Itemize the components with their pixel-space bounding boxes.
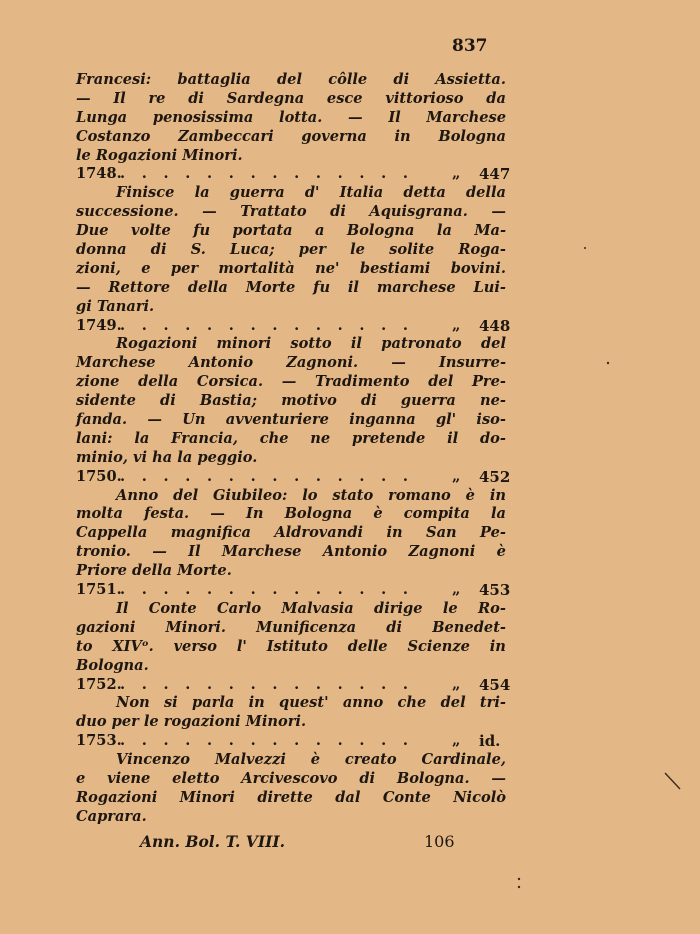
text-line: successione. — Trattato di Aquisgrana. — — [76, 203, 506, 221]
year-label: 1752. — [76, 675, 122, 693]
margin-stroke-mark — [662, 770, 684, 792]
text-line: duo per le rogazioni Minori. — [76, 713, 307, 731]
margin-speck-mark — [582, 245, 588, 251]
year-label: 1750. — [76, 467, 122, 485]
text-line: Rogazioni Minori dirette dal Conte Nicolò — [76, 788, 506, 806]
sheet-number: 106 — [424, 832, 455, 851]
text-line: — Rettore della Morte fu il marchese Lui- — [76, 278, 506, 296]
text-body — [76, 71, 511, 827]
text-line: Due volte fu portata a Bologna la Ma- — [76, 222, 506, 240]
text-line: Bologna. — [76, 656, 149, 674]
text-line: — Il re di Sardegna esce vittorioso da — [76, 89, 506, 107]
ditto-mark: „ — [452, 675, 461, 693]
year-entry — [76, 732, 501, 751]
dot-leader: . . . . . . . . . . . . . . — [120, 732, 414, 750]
text-line: Francesi: battaglia del côlle di Assietta. — [76, 71, 506, 88]
text-line: to XIVᵒ. verso l' Istituto delle Scienze in — [76, 637, 506, 655]
margin-speck-mark — [605, 360, 611, 366]
page-number: 837 — [452, 36, 488, 56]
text-line: fanda. — Un avventuriere inganna gl' iso- — [76, 411, 506, 429]
year-label: 1751. — [76, 581, 122, 599]
margin-speck-mark — [516, 876, 522, 890]
text-line: Rogazioni minori sotto il patronato del — [116, 335, 506, 353]
year-entry — [76, 316, 511, 336]
text-line: donna di S. Luca; per le solite Roga- — [76, 241, 506, 259]
text-line: minio, vi ha la peggio. — [76, 448, 258, 466]
text-line: lani: la Francia, che ne pretende il do- — [76, 429, 506, 447]
text-line: zioni, e per mortalità ne' bestiami bovini. — [76, 259, 506, 277]
text-line: Lunga penosissima lotta. — Il Marchese — [76, 108, 506, 126]
page-footer — [140, 832, 460, 852]
year-label: 1753. — [76, 732, 122, 750]
year-entry — [76, 165, 511, 184]
year-label: 1749. — [76, 316, 122, 334]
text-line: Cappella magnifica Aldrovandi in San Pe- — [76, 524, 506, 542]
ditto-mark: „ — [452, 467, 461, 485]
dot-leader: . . . . . . . . . . . . . . — [120, 675, 414, 693]
ditto-mark: „ — [452, 581, 461, 599]
dot-leader: . . . . . . . . . . . . . . — [120, 467, 414, 485]
year-entry — [76, 467, 511, 487]
dot-leader: . . . . . . . . . . . . . . — [120, 316, 414, 334]
text-line: tronio. — Il Marchese Antonio Zagnoni è — [76, 543, 506, 561]
page-reference: 447 — [479, 165, 511, 184]
ditto-mark: „ — [452, 316, 461, 334]
text-line: Anno del Giubileo: lo stato romano è in — [116, 486, 506, 504]
text-line: Non si parla in quest' anno che del tri- — [116, 694, 506, 712]
text-line: Finisce la guerra d' Italia detta della — [116, 184, 506, 202]
text-line: Priore della Morte. — [76, 562, 232, 580]
text-line: Il Conte Carlo Malvasia dirige le Ro- — [116, 599, 506, 617]
text-line: Caprara. — [76, 807, 147, 825]
text-line: gazioni Minori. Munificenza di Benedet- — [76, 618, 506, 636]
dot-leader: . . . . . . . . . . . . . . — [120, 165, 414, 183]
text-line: Marchese Antonio Zagnoni. — Insurre- — [76, 354, 506, 372]
text-line: e viene eletto Arcivescovo di Bologna. — — [76, 769, 506, 787]
text-line: zione della Corsica. — Tradimento del Pre- — [76, 373, 506, 391]
dot-leader: . . . . . . . . . . . . . . — [120, 581, 414, 599]
year-entry — [76, 675, 511, 695]
ditto-mark: „ — [452, 165, 461, 183]
text-line: Costanzo Zambeccari governa in Bologna — [76, 127, 506, 145]
text-line: Vincenzo Malvezzi è creato Cardinale, — [116, 751, 506, 769]
ditto-mark: „ — [452, 732, 461, 750]
page-reference: 448 — [479, 316, 511, 335]
page-reference: id. — [479, 732, 501, 751]
signature-mark: Ann. Bol. T. VIII. — [140, 832, 285, 851]
year-label: 1748. — [76, 165, 122, 183]
text-line: gi Tanari. — [76, 297, 155, 315]
year-entry — [76, 581, 511, 600]
text-line: le Rogazioni Minori. — [76, 146, 243, 164]
text-line: sidente di Bastia; motivo di guerra ne- — [76, 392, 506, 410]
page-reference: 452 — [479, 467, 511, 486]
text-line: molta festa. — In Bologna è compita la — [76, 505, 506, 523]
page-reference: 453 — [479, 581, 511, 600]
page-reference: 454 — [479, 675, 511, 694]
